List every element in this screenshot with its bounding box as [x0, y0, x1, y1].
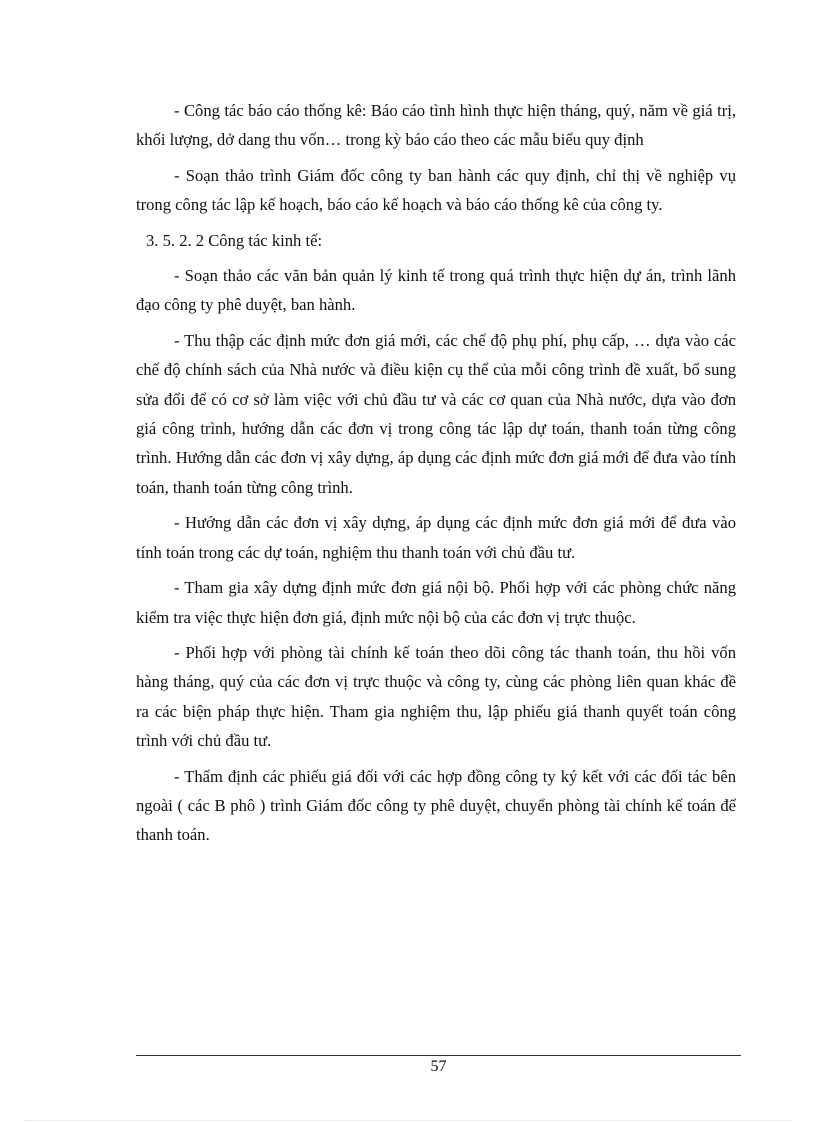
- paragraph-collect-norms: - Thu thập các định mức đơn giá mới, các chế độ phụ phí, phụ cấp, … dựa vào các chế độ chính sách của Nhà nước và điều kiện cụ thể của mỗi công trình đề xuất, bổ sung sửa đổi để có cơ sở làm việc với chủ đầu tư và các cơ quan của Nhà nước, dựa vào đơn giá công trình, hướng dẫn các đơn vị trong công tác lập dự toán, thanh toán từng công trình. Hướng dẫn các đơn vị xây dựng, áp dụng các định mức đơn giá mới để đưa vào tính toán, thanh toán từng công trình.: [136, 330, 736, 497]
- paragraph-coordinate-finance: - Phối hợp với phòng tài chính kế toán theo dõi công tác thanh toán, thu hồi vốn hàng tháng, quý của các đơn vị trực thuộc và công ty, cùng các phòng liên quan khác đề ra các biện pháp thực hiện. Tham gia nghiệm thu, lập phiếu giá thanh quyết toán công trình với chủ đầu tư.: [136, 642, 736, 751]
- paragraph-guide-units: - Hướng dẫn các đơn vị xây dựng, áp dụng các định mức đơn giá mới để đưa vào tính toán trong các dự toán, nghiệm thu thanh toán với chủ đầu tư.: [136, 513, 736, 562]
- paragraph-appraise-invoices: - Thẩm định các phiếu giá đối với các hợp đồng công ty ký kết với các đối tác bên ngoài ( các B phô ) trình Giám đốc công ty phê duyệt, chuyển phòng tài chính kế toán để thanh toán.: [136, 766, 736, 845]
- section-heading-economic-work: 3. 5. 2. 2 Công tác kinh tế:: [146, 230, 323, 250]
- paragraph-drafting-regulations: - Soạn thảo trình Giám đốc công ty ban hành các quy định, chỉ thị về nghiệp vụ trong công tác lập kế hoạch, báo cáo kế hoạch và báo cáo thống kê của công ty.: [136, 165, 736, 215]
- page-number: 57: [430, 1058, 447, 1075]
- page-bottom-edge: [24, 1120, 792, 1121]
- document-body: [136, 96, 736, 856]
- paragraph-economic-documents: - Soạn thảo các văn bản quản lý kinh tế trong quá trình thực hiện dự án, trình lãnh đạo công ty phê duyệt, ban hành.: [136, 266, 736, 315]
- paragraph-statistical-reporting: - Công tác báo cáo thống kê: Báo cáo tình hình thực hiện tháng, quý, năm về giá trị, khối lượng, dở dang thu vốn… trong kỳ báo cáo theo các mẫu biểu quy định: [136, 101, 736, 150]
- paragraph-internal-norms: - Tham gia xây dựng định mức đơn giá nội bộ. Phối hợp với các phòng chức năng kiểm tra việc thực hiện đơn giá, định mức nội bộ của các đơn vị trực thuộc.: [136, 578, 736, 627]
